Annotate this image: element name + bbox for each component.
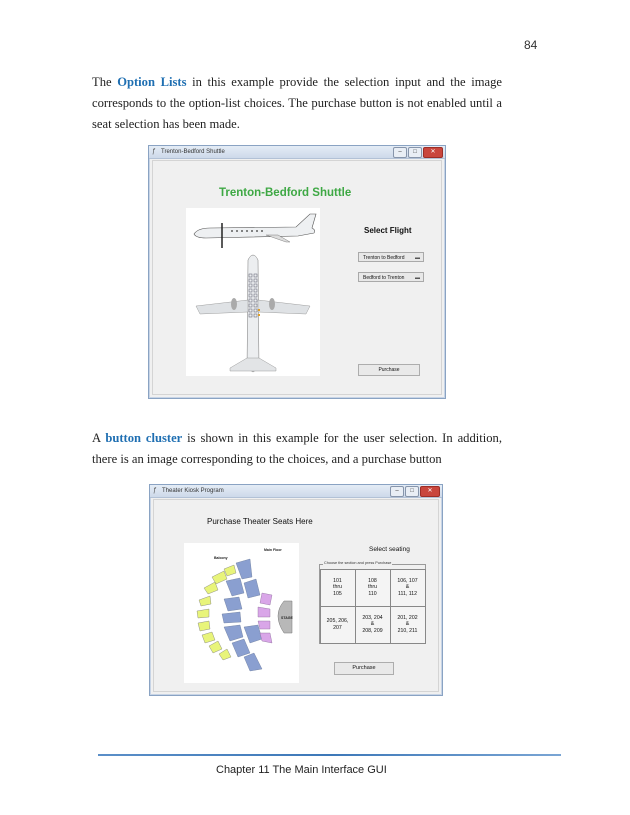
para2-after: is shown in this example for the user selection. In addition, there is an image corresponding to the choices, and a purchase button [92,431,502,466]
main-floor-label: Main Floor [264,548,282,552]
app-feather-icon: ƒ [152,148,156,155]
paragraph-button-cluster [92,428,502,470]
shuttle-window [148,145,446,399]
chapter-footer: Chapter 11 The Main Interface GUI [216,764,387,776]
select-flight-label: Select Flight [364,226,412,235]
minimize-button[interactable]: – [393,147,407,158]
theater-heading: Purchase Theater Seats Here [207,517,313,526]
flight-option-trenton-to-bedford[interactable] [358,252,424,262]
seat-button-106-112[interactable]: 106, 107 & 111, 112 [390,569,426,607]
term-option-lists: Option Lists [117,75,187,89]
airplane-top-view [196,255,310,372]
option-label: Bedford to Trenton [363,275,405,281]
stage-label: STAGE [281,616,293,620]
option-label: Trenton to Bedford [363,255,405,261]
balcony-label: Balcony [214,556,228,560]
seat-button-201-211[interactable]: 201, 202 & 210, 211 [390,606,426,644]
balcony-sections [197,565,236,660]
purchase-button[interactable]: Purchase [334,662,394,675]
footer-rule [98,754,561,756]
seat-button-203-209[interactable]: 203, 204 & 208, 209 [355,606,391,644]
minimize-button[interactable]: – [390,486,404,497]
app-feather-icon: ƒ [153,487,157,494]
theater-window [149,484,443,696]
para1-after: in this example provide the selection input and the image corresponds to the option-list choices. The purchase button is not enabled until a seat selection has been made. [92,75,502,131]
theater-titlebar [150,485,442,498]
theater-window-title: Theater Kiosk Program [162,488,224,494]
shuttle-titlebar [149,146,445,159]
option-indicator-icon: ▬ [415,255,420,261]
seat-section-group [319,561,426,644]
maximize-button[interactable]: □ [408,147,422,158]
airplane-seat-image [186,208,320,376]
page-number: 84 [524,38,538,52]
shuttle-client-area [152,160,442,395]
close-button[interactable]: ✕ [420,486,440,497]
para2-before: A [92,431,106,445]
seat-button-108-110[interactable]: 108 thru 110 [355,569,391,607]
airplane-side-view [194,214,316,248]
option-indicator-icon: ▬ [415,275,420,281]
seat-button-205-207[interactable]: 205, 206, 207 [320,606,356,644]
theater-seat-map-image [184,543,299,683]
flight-option-bedford-to-trenton[interactable] [358,272,424,282]
maximize-button[interactable]: □ [405,486,419,497]
paragraph-option-lists [92,72,502,135]
para1-before: The [92,75,118,89]
close-button[interactable]: ✕ [423,147,443,158]
term-button-cluster: button cluster [105,431,183,445]
shuttle-window-title: Trenton-Bedford Shuttle [161,149,225,155]
theater-client-area [153,499,439,692]
seat-button-101-105[interactable]: 101 thru 105 [320,569,356,607]
purchase-button[interactable]: Purchase [358,364,420,376]
shuttle-heading: Trenton-Bedford Shuttle [219,187,352,199]
select-seating-label: Select seating [369,546,410,553]
group-label: Choose the section and press Purchase [324,561,392,565]
